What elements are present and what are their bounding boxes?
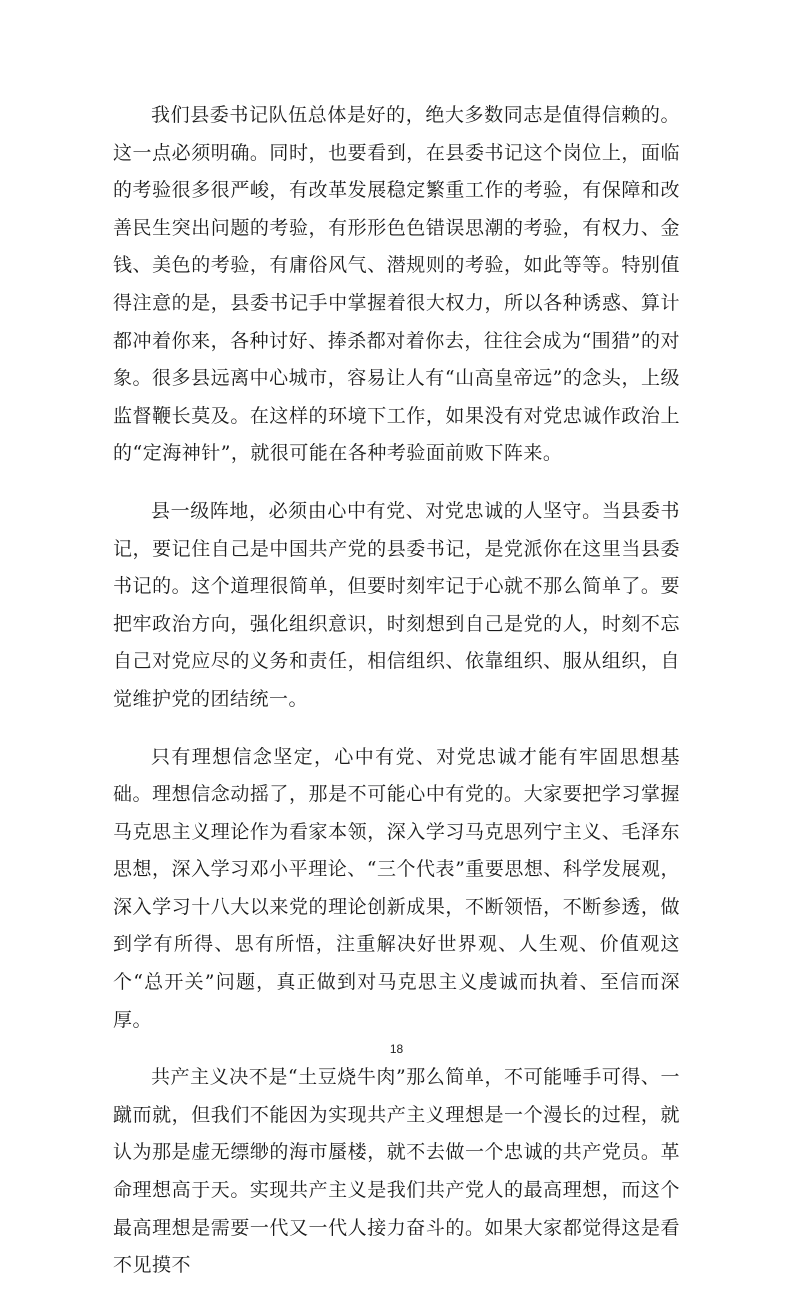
paragraph-2: 县一级阵地，必须由心中有党、对党忠诚的人坚守。当县委书记，要记住自己是中国共产党的县委书记，是党派你在这里当县委书记的。这个道理很简单，但要时刻牢记于心就不那么简单了。要把牢政治方向，强化组织意识，时刻想到自己是党的人，时刻不忘自己对党应尽的义务和责任，相信组织、依靠组织、服从组织，自觉维护党的团结统一。 <box>113 499 680 710</box>
paragraph-1: 我们县委书记队伍总体是好的，绝大多数同志是值得信赖的。这一点必须明确。同时，也要看到，在县委书记这个岗位上，面临的考验很多很严峻，有改革发展稳定繁重工作的考验，有保障和改善民生突出问题的考验，有形形色色错误思潮的考验，有权力、金钱、美色的考验，有庸俗风气、潜规则的考验，如此等等。特别值得注意的是，县委书记手中掌握着很大权力，所以各种诱惑、算计都冲着你来，各种讨好、捧杀都对着你去，往往会成为“围猎”的对象。很多县远离中心城市，容易让人有“山高皇帝远”的念头，上级监督鞭长莫及。在这样的环境下工作，如果没有对党忠诚作政治上的“定海神针”，就很可能在各种考验面前败下阵来。 <box>113 104 680 465</box>
body-text <box>113 97 680 1305</box>
paragraph-3: 只有理想信念坚定，心中有党、对党忠诚才能有牢固思想基础。理想信念动摇了，那是不可能心中有党的。大家要把学习掌握马克思主义理论作为看家本领，深入学习马克思列宁主义、毛泽东思想，深入学习邓小平理论、“三个代表”重要思想、科学发展观，深入学习十八大以来党的理论创新成果，不断领悟，不断参透，做到学有所得、思有所悟，注重解决好世界观、人生观、价值观这个“总开关”问题，真正做到对马克思主义虔诚而执着、至信而深厚。 <box>113 745 680 1031</box>
page-number: 18 <box>389 1042 404 1056</box>
paragraph-4: 共产主义决不是“土豆烧牛肉”那么简单，不可能唾手可得、一蹴而就，但我们不能因为实现共产主义理想是一个漫长的过程，就认为那是虚无缥缈的海市蜃楼，就不去做一个忠诚的共产党员。革命理想高于天。实现共产主义是我们共产党人的最高理想，而这个最高理想是需要一代又一代人接力奋斗的。如果大家都觉得这是看不见摸不 <box>113 1066 680 1277</box>
